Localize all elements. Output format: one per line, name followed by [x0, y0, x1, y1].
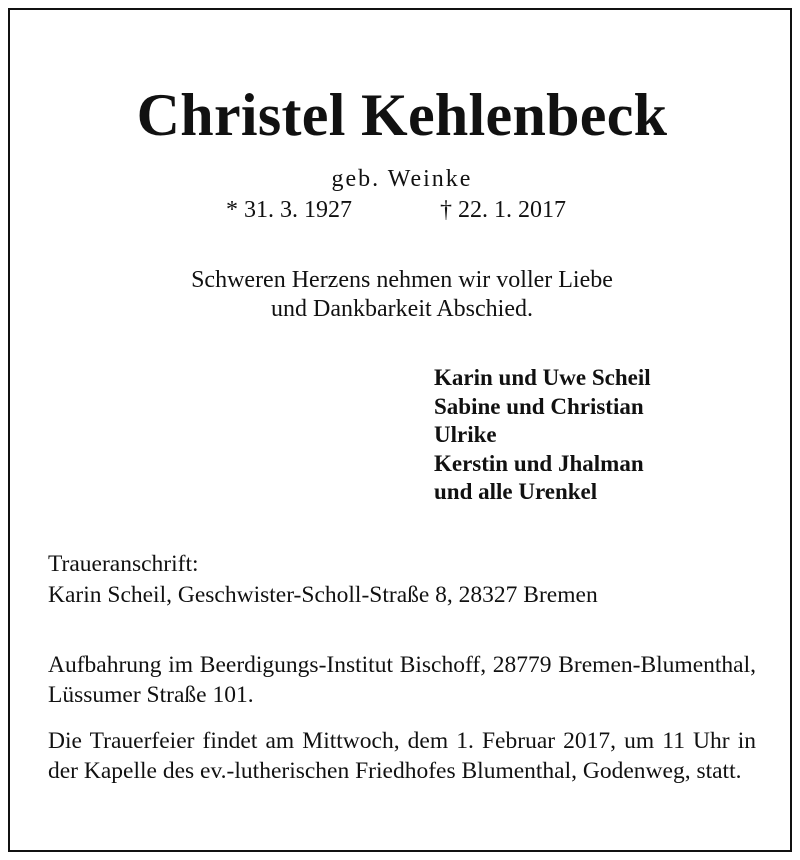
- laying-out-info: Aufbahrung im Beerdigungs-Institut Bischoff, 28779 Bremen-Blumenthal, Lüssumer Straße 101.: [48, 652, 756, 708]
- mourning-address: Karin Scheil, Geschwister-Scholl-Straße 8, 28327 Bremen: [48, 582, 598, 608]
- mourners-list: [434, 364, 651, 507]
- mourner-name: und alle Urenkel: [434, 479, 598, 504]
- mourner-name: Ulrike: [434, 422, 497, 447]
- farewell-message: [10, 266, 794, 324]
- mourning-address-label: Traueranschrift:: [48, 551, 199, 577]
- mourner-name: Karin und Uwe Scheil: [434, 365, 651, 390]
- maiden-name: geb. Weinke: [331, 166, 473, 192]
- death-date: † 22. 1. 2017: [440, 197, 566, 223]
- farewell-line: Schweren Herzens nehmen wir voller Liebe: [191, 267, 613, 293]
- farewell-line: und Dankbarkeit Abschied.: [271, 296, 533, 322]
- birth-date: * 31. 3. 1927: [226, 197, 352, 223]
- funeral-service-info: Die Trauerfeier findet am Mittwoch, dem 1. Februar 2017, um 11 Uhr in der Kapelle des ev.-lutherischen Friedhofes Blumenthal, Godenweg, statt.: [48, 728, 756, 784]
- mourner-name: Kerstin und Jhalman: [434, 450, 644, 476]
- deceased-name: Christel Kehlenbeck: [136, 82, 668, 148]
- mourner-name: Sabine und Christian: [434, 393, 644, 419]
- obituary-notice: [8, 8, 792, 852]
